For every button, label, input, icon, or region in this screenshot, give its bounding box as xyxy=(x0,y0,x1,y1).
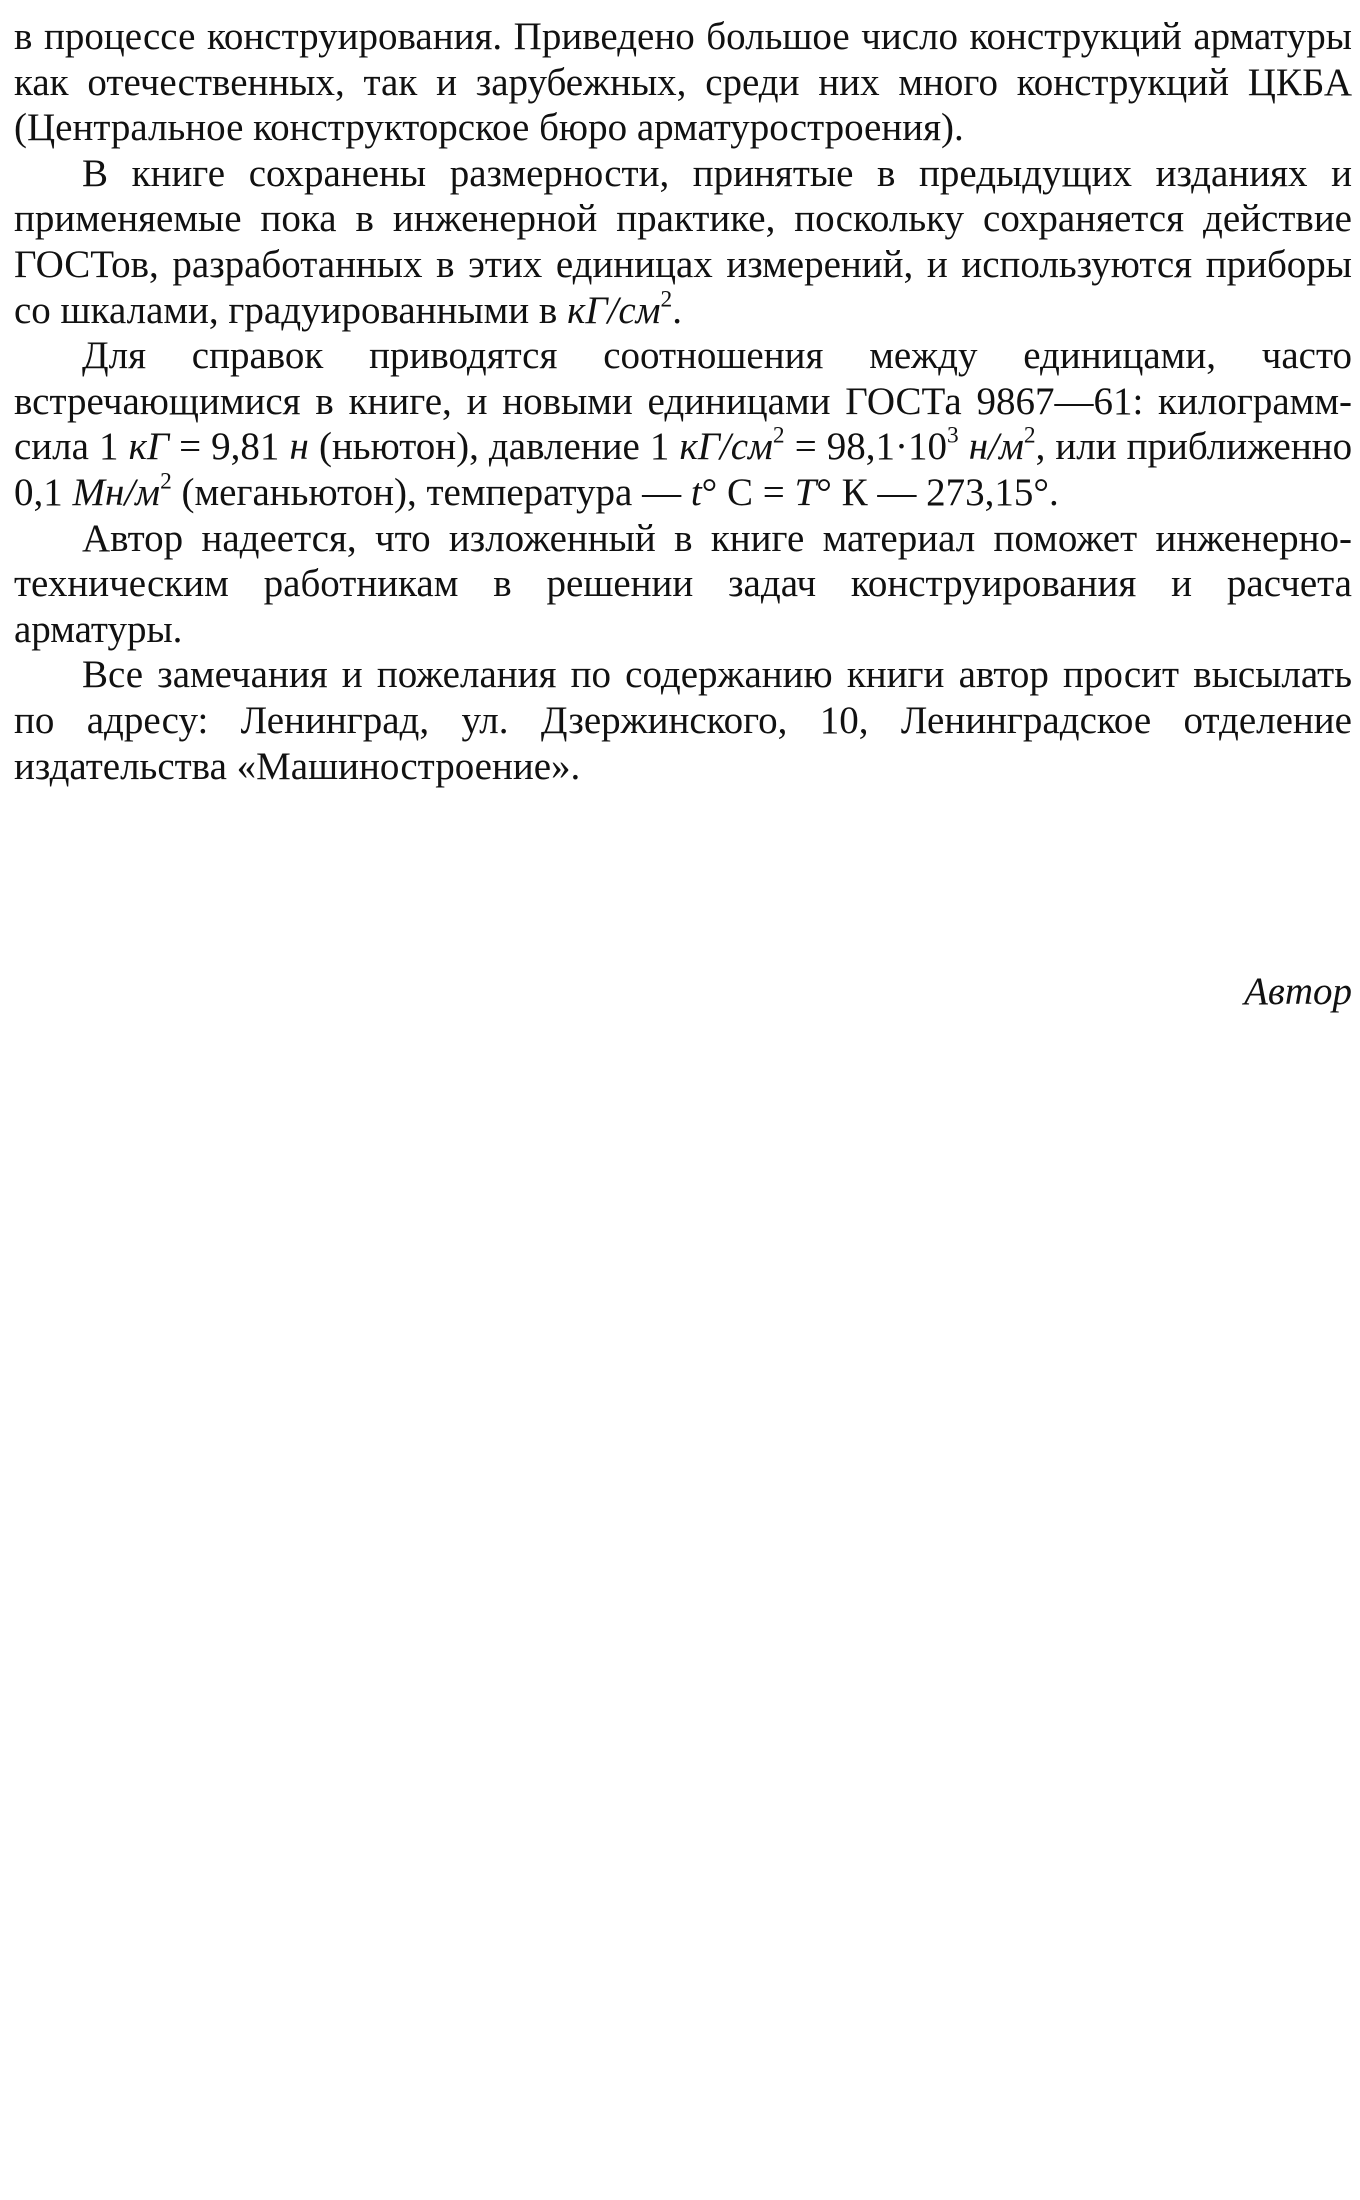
paragraph-intro-continuation: в процессе конструирования. Приведено большое число конструкций арматуры как отечественных, так и зарубежных, среди них много конструкций ЦКБА (Центральное конструкторское бюро арматуростроения). xyxy=(14,15,1352,150)
paragraph-purpose: Автор надеется, что изложенный в книге материал поможет инженерно-техническим работникам в решении задач конструирования и расчета арматуры. xyxy=(14,516,1352,651)
author-signature: Автор xyxy=(1244,970,1352,1013)
paragraph-units: В книге сохранены размерности, принятые в предыдущих изданиях и применяемые пока в инженерной практике, поскольку сохраняется действие ГОСТов, разработанных в этих единицах измерений, и используются приборы со шкалами, градуированными в $кГ/см^2$. xyxy=(14,151,1352,332)
paragraph-conversions: Для справок приводятся соотношения между единицами, часто встречающимися в книге, и новыми единицами ГОСТа 9867—61: килограмм-сила 1 кГ = 9,81 н (ньютон), давление 1 $кГ/см^2 = 98,1\cdot 10^3$ $н/м^2$, или приближенно 0,1 $Мн/м^2$ (меганьютон), температура — t° С = T° К — 273,15°. xyxy=(14,334,1353,514)
document-page xyxy=(14,14,1353,1013)
paragraph-feedback: Все замечания и пожелания по содержанию книги автор просит высылать по адресу: Ленинград, ул. Дзержинского, 10, Ленинградское отделение издательства «Машиностроение». xyxy=(14,653,1352,788)
